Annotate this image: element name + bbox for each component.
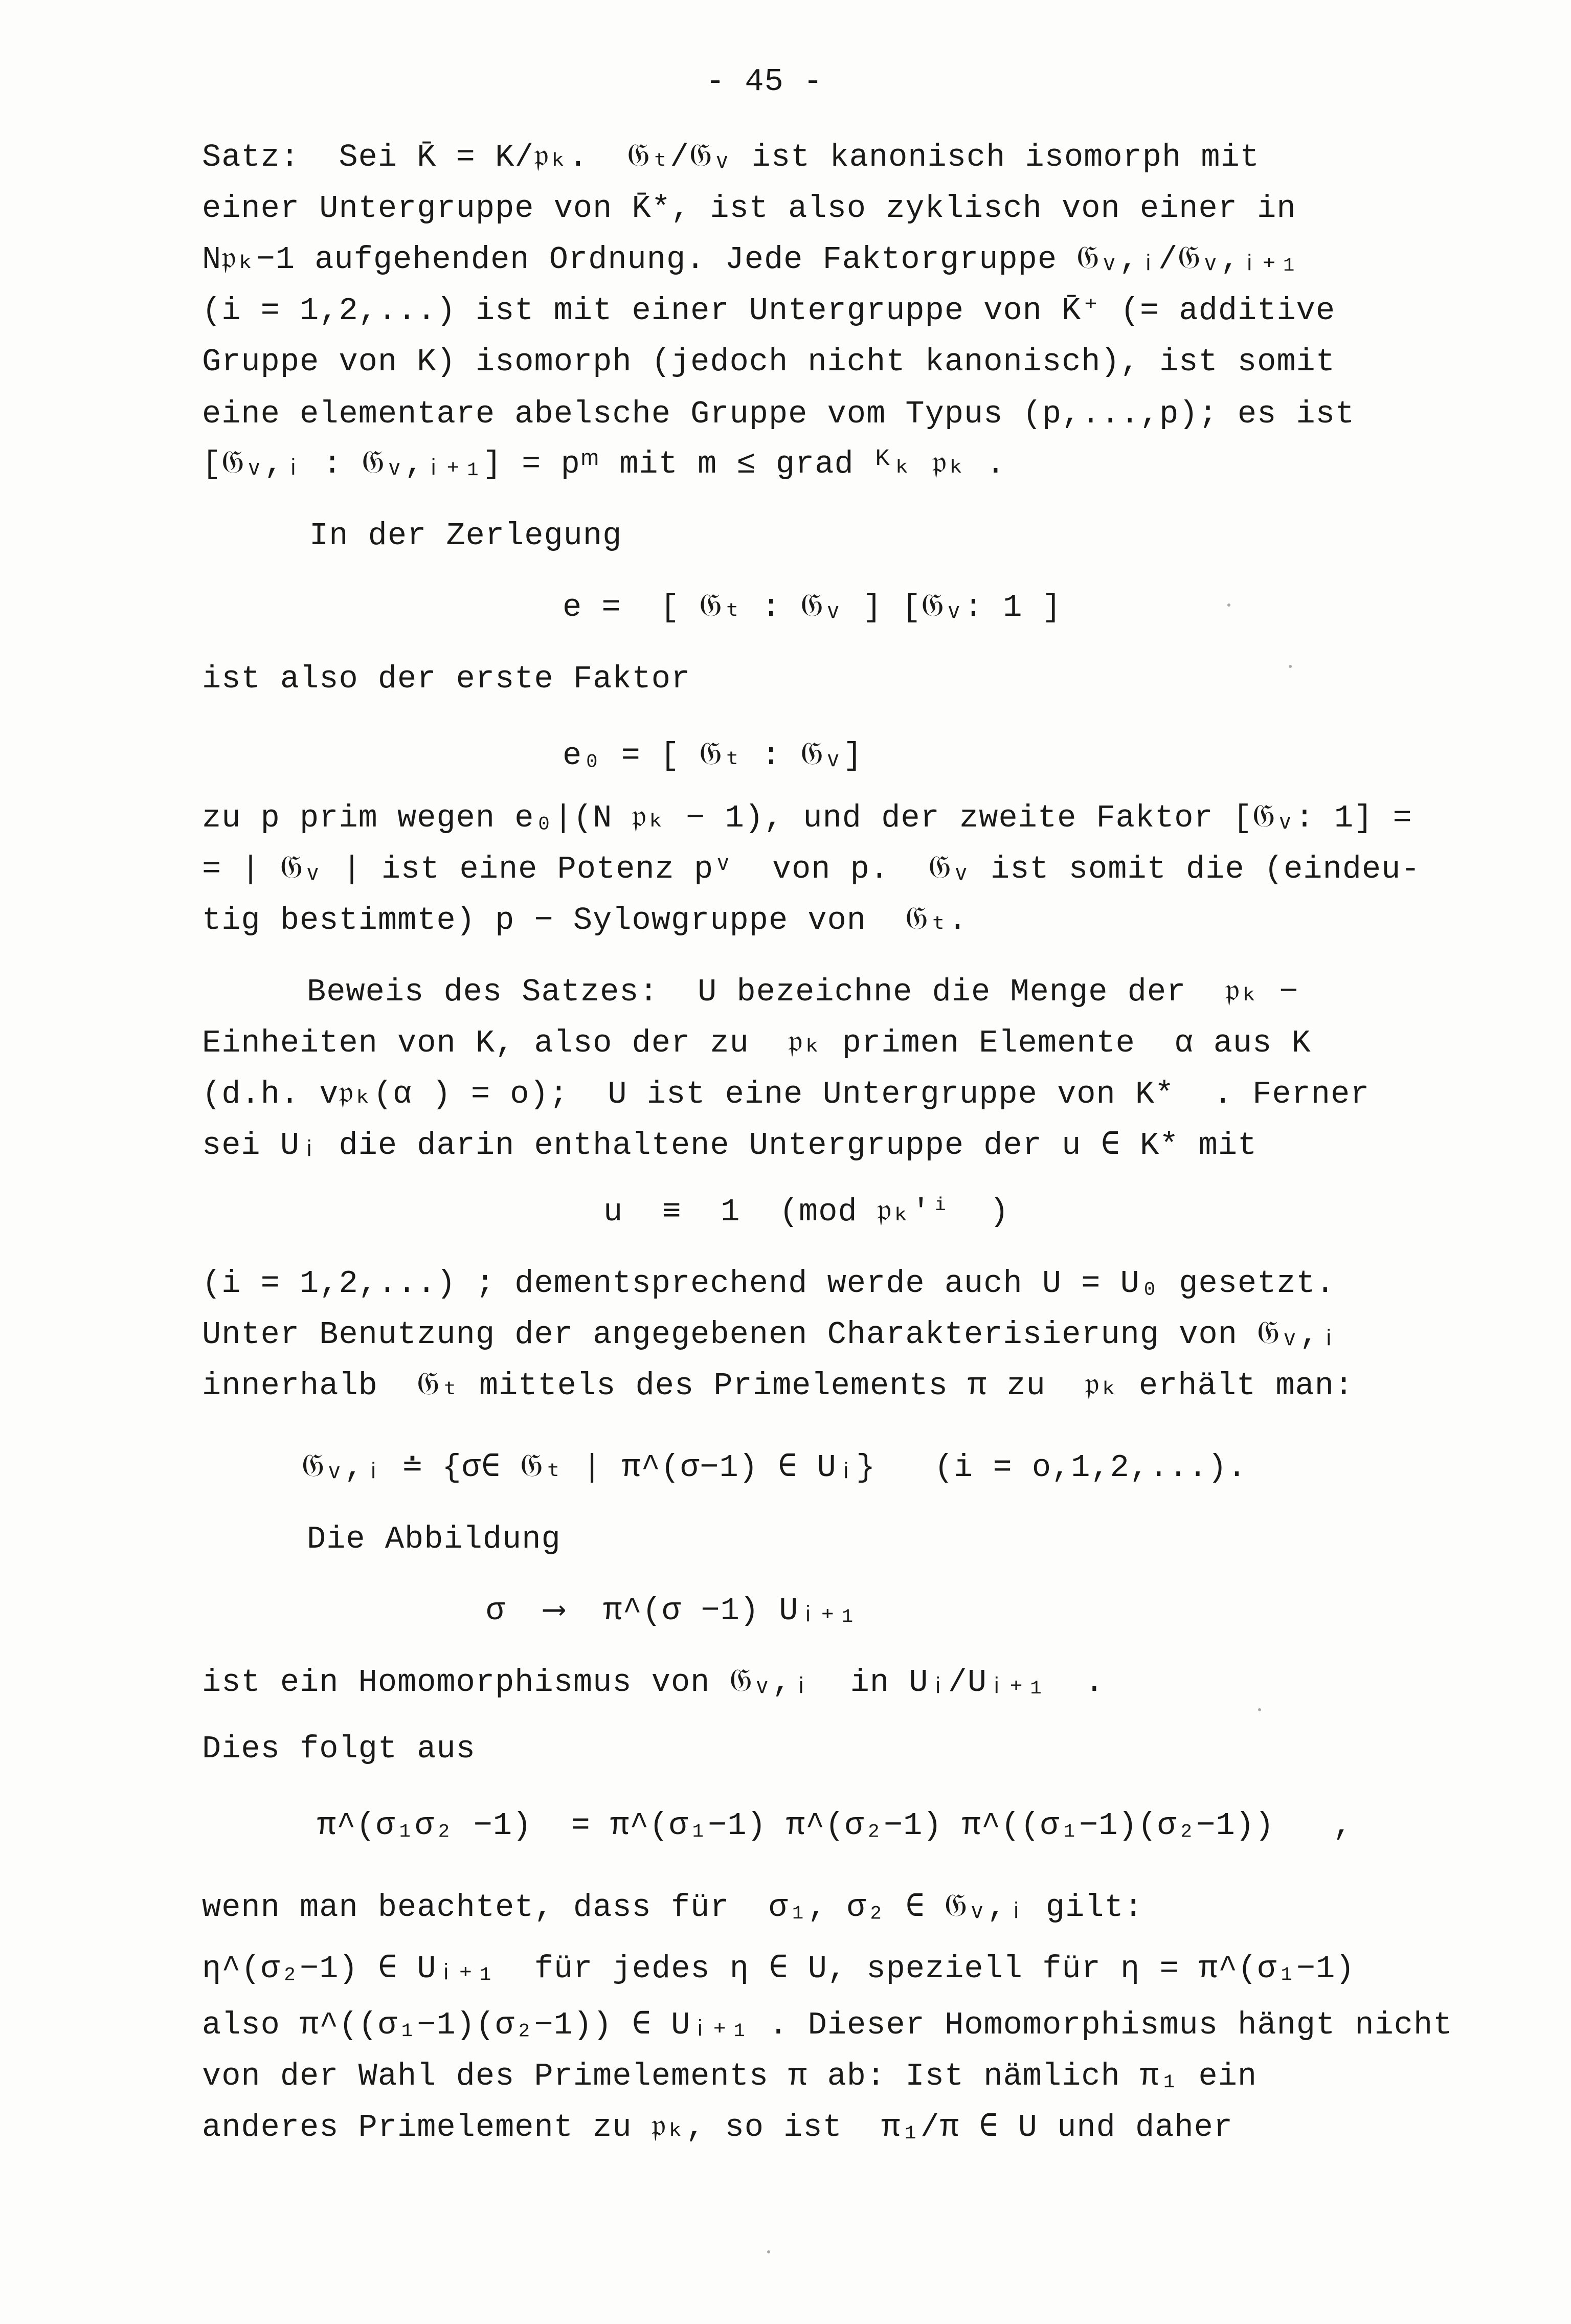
text-line: [𝔊ᵥ,ᵢ : 𝔊ᵥ,ᵢ₊₁] = pᵐ mit m ≤ grad ᴷₖ 𝔭ₖ .: [202, 446, 1006, 482]
text-line: = | 𝔊ᵥ | ist eine Potenz pᵛ von p. 𝔊ᵥ ist somit die (eindeu-: [202, 851, 1421, 887]
text-line: tig bestimmte) p − Sylowgruppe von 𝔊ₜ.: [202, 902, 968, 938]
text-line: Unter Benutzung der angegebenen Charakterisierung von 𝔊ᵥ,ᵢ: [202, 1316, 1339, 1353]
text-line: zu p prim wegen e₀|(N 𝔭ₖ − 1), und der zweite Faktor [𝔊ᵥ: 1] =: [202, 800, 1412, 836]
text-line: anderes Primelement zu 𝔭ₖ, so ist π₁/π ∈ U und daher: [202, 2109, 1233, 2146]
scan-speck: [1258, 1708, 1261, 1711]
text-line: einer Untergruppe von K̄*, ist also zyklisch von einer in: [202, 190, 1296, 227]
text-line: (i = 1,2,...) ; dementsprechend werde auch U = U₀ gesetzt.: [202, 1265, 1335, 1302]
equation: u ≡ 1 (mod 𝔭ₖ'ⁱ ): [603, 1194, 1009, 1230]
text-line: ist also der erste Faktor: [202, 661, 691, 697]
text-line: von der Wahl des Primelements π ab: Ist nämlich π₁ ein: [202, 2058, 1258, 2094]
text-line: eine elementare abelsche Gruppe vom Typus (p,...,p); es ist: [202, 396, 1355, 432]
text-line: also π^((σ₁−1)(σ₂−1)) ∈ Uᵢ₊₁ . Dieser Homomorphismus hängt nicht: [202, 2007, 1453, 2043]
text-line: sei Uᵢ die darin enthaltene Untergruppe der u ∈ K* mit: [202, 1127, 1258, 1164]
text-line: Beweis des Satzes: U bezeichne die Menge der 𝔭ₖ −: [307, 974, 1299, 1010]
text-line: (i = 1,2,...) ist mit einer Untergruppe von K̄⁺ (= additive: [202, 293, 1336, 329]
equation: π^(σ₁σ₂ −1) = π^(σ₁−1) π^(σ₂−1) π^((σ₁−1)(σ₂−1)) ,: [317, 1807, 1353, 1844]
page-number: - 45 -: [706, 63, 823, 100]
scan-speck: [767, 2250, 770, 2253]
equation: 𝔊ᵥ,ᵢ ≐ {σ∈ 𝔊ₜ | π^(σ−1) ∈ Uᵢ} (i = o,1,2,...).: [302, 1449, 1247, 1486]
text-line: (d.h. v𝔭ₖ(α ) = o); U ist eine Untergruppe von K* . Ferner: [202, 1076, 1370, 1112]
text-line: innerhalb 𝔊ₜ mittels des Primelements π zu 𝔭ₖ erhält man:: [202, 1368, 1354, 1404]
text-line: η^(σ₂−1) ∈ Uᵢ₊₁ für jedes η ∈ U, speziell für η = π^(σ₁−1): [202, 1951, 1355, 1987]
equation: e = [ 𝔊ₜ : 𝔊ᵥ ] [𝔊ᵥ: 1 ]: [563, 589, 1062, 625]
text-line: Satz: Sei K̄ = K/𝔭ₖ. 𝔊ₜ/𝔊ᵥ ist kanonisch isomorph mit: [202, 139, 1260, 175]
scan-speck: [1227, 604, 1230, 607]
text-line: In der Zerlegung: [309, 518, 622, 554]
text-line: Einheiten von K, also der zu 𝔭ₖ primen Elemente α aus K: [202, 1025, 1311, 1061]
scan-speck: [1289, 665, 1292, 668]
text-line: ist ein Homomorphismus von 𝔊ᵥ,ᵢ in Uᵢ/Uᵢ₊₁ .: [202, 1664, 1105, 1701]
text-line: Die Abbildung: [307, 1521, 561, 1557]
equation: σ ⟶ π^(σ −1) Uᵢ₊₁: [486, 1593, 858, 1629]
text-line: wenn man beachtet, dass für σ₁, σ₂ ∈ 𝔊ᵥ,ᵢ gilt:: [202, 1889, 1143, 1926]
equation: e₀ = [ 𝔊ₜ : 𝔊ᵥ]: [563, 738, 863, 774]
text-line: N𝔭ₖ−1 aufgehenden Ordnung. Jede Faktorgruppe 𝔊ᵥ,ᵢ/𝔊ᵥ,ᵢ₊₁: [202, 241, 1299, 278]
text-line: Gruppe von K) isomorph (jedoch nicht kanonisch), ist somit: [202, 344, 1335, 380]
text-line: Dies folgt aus: [202, 1731, 476, 1767]
